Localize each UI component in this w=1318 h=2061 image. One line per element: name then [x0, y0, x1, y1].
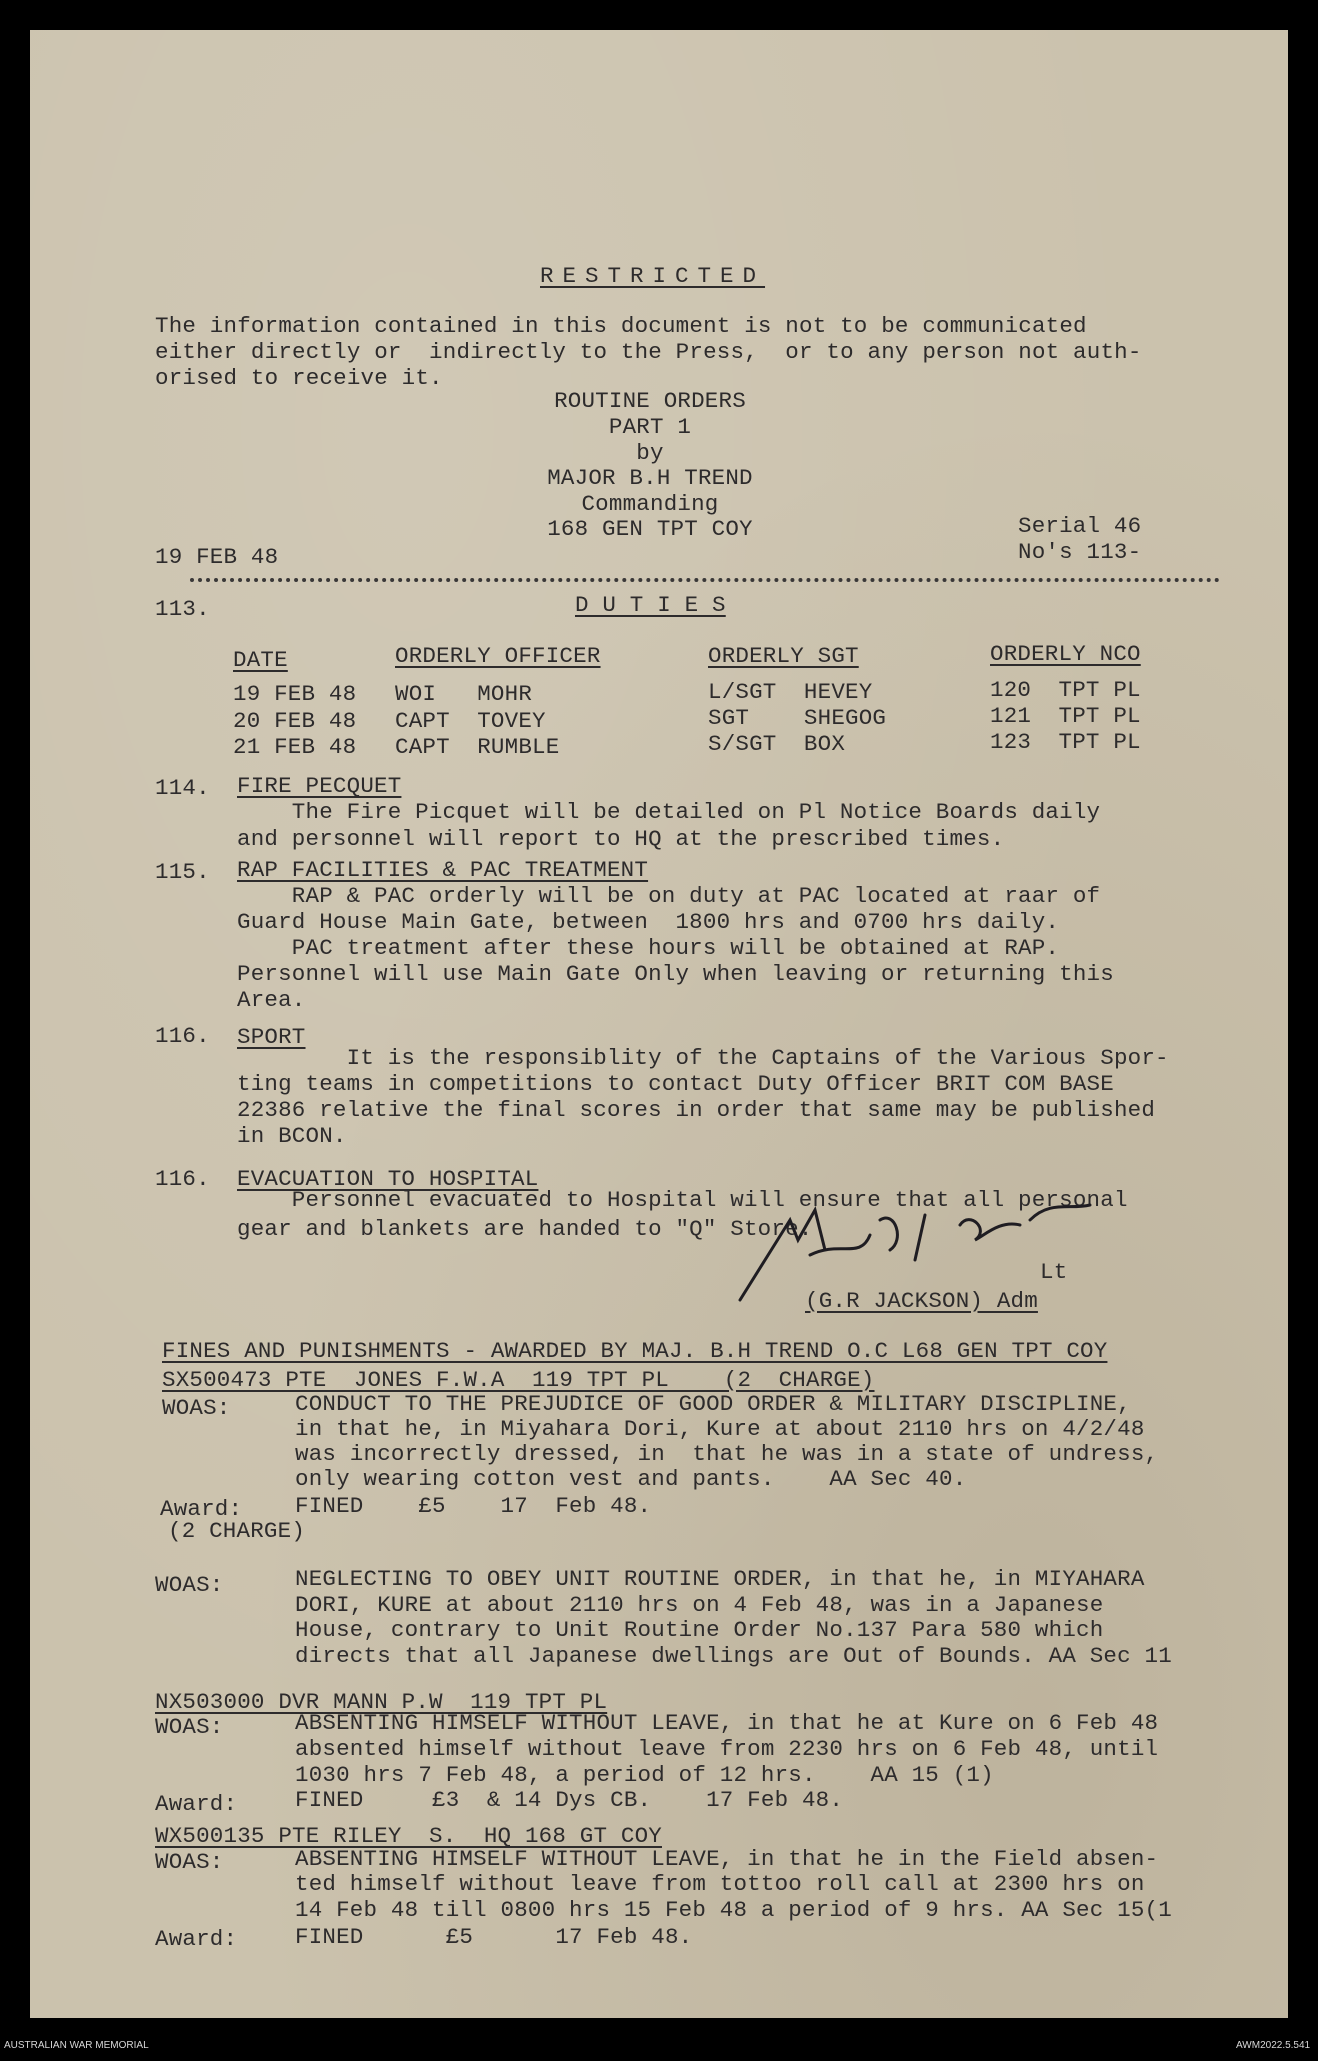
- award-label: Award:: [160, 1496, 243, 1522]
- item-text: Area.: [237, 987, 306, 1013]
- signature-rank: Lt: [1040, 1259, 1068, 1285]
- award-text: FINED £3 & 14 Dys CB. 17 Feb 48.: [295, 1787, 844, 1813]
- item-text: ting teams in competitions to contact Duty Officer BRIT COM BASE: [237, 1071, 1114, 1097]
- item-number: 114.: [155, 775, 210, 801]
- footer-reference: AWM2022.5.541: [1236, 2040, 1311, 2051]
- column-header-nco: ORDERLY NCO: [990, 641, 1141, 667]
- item-number: 116.: [155, 1166, 210, 1192]
- notice-line-2: either directly or indirectly to the Press, or to any person not auth-: [155, 339, 1142, 365]
- charge-text: ABSENTING HIMSELF WITHOUT LEAVE, in that he in the Field absen-: [295, 1846, 1159, 1872]
- column-header-sgt: ORDERLY SGT: [708, 643, 859, 669]
- duty-cell: 120 TPT PL: [990, 677, 1141, 703]
- item-text: It is the responsiblity of the Captains of the Various Spor-: [237, 1045, 1169, 1071]
- item-heading: RAP FACILITIES & PAC TREATMENT: [237, 857, 649, 883]
- award-text: FINED £5 17 Feb 48.: [295, 1924, 693, 1950]
- duty-cell: S/SGT BOX: [708, 731, 846, 757]
- item-number: 116.: [155, 1023, 210, 1049]
- item-text: gear and blankets are handed to "Q" Store.: [237, 1216, 813, 1242]
- charge-text: DORI, KURE at about 2110 hrs on 4 Feb 48, was in a Japanese: [295, 1592, 1104, 1618]
- footer-institution: AUSTRALIAN WAR MEMORIAL: [4, 2040, 149, 2051]
- charge-note: (2 CHARGE): [168, 1518, 306, 1544]
- charge-text: House, contrary to Unit Routine Order No.137 Para 580 which: [295, 1617, 1104, 1643]
- item-text: Guard House Main Gate, between 1800 hrs and 0700 hrs daily.: [237, 909, 1060, 935]
- item-number: 113.: [155, 596, 210, 622]
- charge-text: ABSENTING HIMSELF WITHOUT LEAVE, in that he at Kure on 6 Feb 48: [295, 1710, 1159, 1736]
- item-text: The Fire Picquet will be detailed on Pl Notice Boards daily: [237, 799, 1101, 825]
- soldier-line: NX503000 DVR MANN P.W 119 TPT PL: [155, 1689, 608, 1715]
- charge-text: only wearing cotton vest and pants. AA Sec 40.: [295, 1466, 967, 1492]
- order-numbers: No's 113-: [1018, 539, 1142, 565]
- item-text: and personnel will report to HQ at the prescribed times.: [237, 826, 1005, 852]
- duty-cell: 19 FEB 48: [233, 681, 357, 707]
- title-line: by: [636, 440, 664, 466]
- duty-cell: 20 FEB 48: [233, 708, 357, 734]
- duty-cell: 123 TPT PL: [990, 729, 1141, 755]
- woas-label: WOAS:: [162, 1395, 231, 1421]
- title-line: Commanding: [581, 491, 719, 517]
- charge-text: CONDUCT TO THE PREJUDICE OF GOOD ORDER & MILITARY DISCIPLINE,: [295, 1391, 1131, 1417]
- award-text: FINED £5 17 Feb 48.: [295, 1493, 652, 1519]
- item-number: 115.: [155, 859, 210, 885]
- duties-heading: D U T I E S: [575, 592, 726, 618]
- charge-text: ted himself without leave from tottoo roll call at 2300 hrs on: [295, 1871, 1145, 1897]
- charge-text: was incorrectly dressed, in that he was in a state of undress,: [295, 1441, 1159, 1467]
- title-line: ROUTINE ORDERS: [554, 388, 746, 414]
- title-line: 168 GEN TPT COY: [547, 516, 753, 542]
- item-text: PAC treatment after these hours will be obtained at RAP.: [237, 935, 1060, 961]
- duty-cell: CAPT RUMBLE: [395, 734, 560, 760]
- charge-text: absented himself without leave from 2230 hrs on 6 Feb 48, until: [295, 1736, 1159, 1762]
- fines-heading: FINES AND PUNISHMENTS - AWARDED BY MAJ. B.H TREND O.C L68 GEN TPT COY: [162, 1338, 1108, 1364]
- charge-text: in that he, in Miyahara Dori, Kure at about 2110 hrs on 4/2/48: [295, 1416, 1145, 1442]
- charge-text: 1030 hrs 7 Feb 48, a period of 12 hrs. AA 15 (1): [295, 1762, 994, 1788]
- item-text: Personnel will use Main Gate Only when leaving or returning this: [237, 961, 1114, 987]
- woas-label: WOAS:: [155, 1572, 224, 1598]
- notice-line-3: orised to receive it.: [155, 365, 443, 391]
- duty-cell: L/SGT HEVEY: [708, 679, 873, 705]
- duty-cell: CAPT TOVEY: [395, 708, 546, 734]
- woas-label: WOAS:: [155, 1849, 224, 1875]
- item-text: RAP & PAC orderly will be on duty at PAC located at raar of: [237, 883, 1101, 909]
- charge-text: 14 Feb 48 till 0800 hrs 15 Feb 48 a period of 9 hrs. AA Sec 15(1: [295, 1897, 1172, 1923]
- item-heading: SPORT: [237, 1024, 306, 1050]
- column-header-officer: ORDERLY OFFICER: [395, 643, 601, 669]
- duty-cell: 21 FEB 48: [233, 734, 357, 760]
- duty-cell: SGT SHEGOG: [708, 705, 887, 731]
- soldier-line: SX500473 PTE JONES F.W.A 119 TPT PL (2 CHARGE): [162, 1367, 875, 1393]
- dotted-divider: [190, 578, 1220, 582]
- duty-cell: 121 TPT PL: [990, 703, 1141, 729]
- charge-text: NEGLECTING TO OBEY UNIT ROUTINE ORDER, in that he, in MIYAHARA: [295, 1566, 1145, 1592]
- document-date: 19 FEB 48: [155, 544, 279, 570]
- column-header-date: DATE: [233, 647, 288, 673]
- notice-line-1: The information contained in this document is not to be communicated: [155, 313, 1087, 339]
- charge-text: directs that all Japanese dwellings are Out of Bounds. AA Sec 11: [295, 1643, 1172, 1669]
- item-heading: FIRE PECQUET: [237, 773, 402, 799]
- title-line: PART 1: [608, 414, 692, 440]
- signature-name: (G.R JACKSON) Adm: [805, 1288, 1038, 1314]
- item-text: 22386 relative the final scores in order that same may be published: [237, 1097, 1156, 1123]
- soldier-line: WX500135 PTE RILEY S. HQ 168 GT COY: [155, 1823, 662, 1849]
- item-text: in BCON.: [237, 1123, 347, 1149]
- item-text: Personnel evacuated to Hospital will ensure that all personal: [237, 1187, 1128, 1213]
- woas-label: WOAS:: [155, 1714, 224, 1740]
- classification-heading: RESTRICTED: [540, 263, 766, 289]
- title-line: MAJOR B.H TREND: [547, 465, 753, 491]
- duty-cell: WOI MOHR: [395, 681, 533, 707]
- item-heading: EVACUATION TO HOSPITAL: [237, 1166, 539, 1192]
- award-label: Award:: [155, 1791, 238, 1817]
- award-label: Award:: [155, 1926, 238, 1952]
- serial-number: Serial 46: [1018, 513, 1142, 539]
